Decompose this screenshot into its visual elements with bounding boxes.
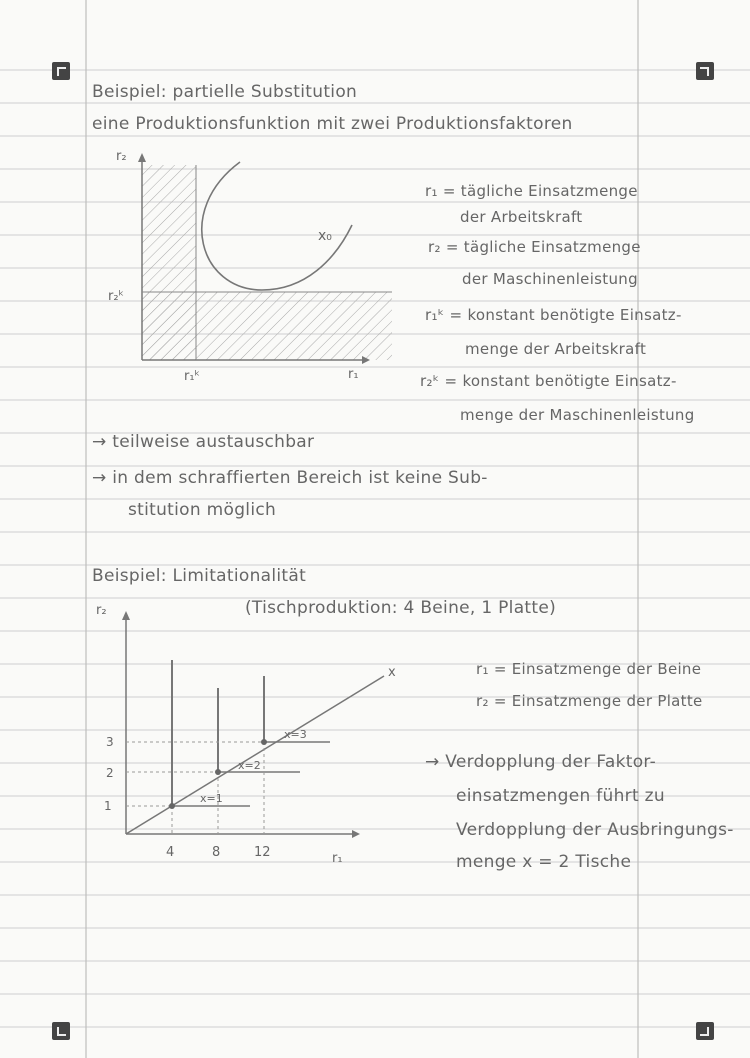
legend-line: der Arbeitskraft — [460, 208, 583, 226]
point-label: x=2 — [238, 759, 261, 772]
point — [215, 769, 221, 775]
legend-line: menge der Arbeitskraft — [465, 340, 647, 358]
expansion-ray — [126, 676, 384, 834]
point — [261, 739, 267, 745]
note-line: Verdopplung der Ausbringungs- — [456, 820, 734, 840]
section1-heading: Beispiel: partielle Substitution — [92, 82, 358, 102]
bullet-line: → in dem schraffierten Bereich ist keine Sub- — [92, 468, 488, 488]
legend-line: r₁ᵏ = konstant benötigte Einsatz- — [425, 306, 682, 324]
legend-line: r₂ᵏ = konstant benötigte Einsatz- — [420, 372, 677, 390]
ray-label: x — [388, 665, 396, 680]
legend-line: r₂ = tägliche Einsatzmenge — [428, 238, 641, 256]
curve-label: x₀ — [318, 228, 332, 244]
legend-line: der Maschinenleistung — [462, 270, 638, 288]
legend-line: r₂ = Einsatzmenge der Platte — [476, 692, 703, 710]
section2-heading: Beispiel: Limitationalität — [92, 566, 307, 586]
note-line: einsatzmengen führt zu — [456, 786, 665, 806]
y-axis-label: r₂ — [96, 603, 107, 618]
section1-subheading: eine Produktionsfunktion mit zwei Produktionsfaktoren — [92, 114, 573, 134]
x-tick-label: 4 — [166, 845, 175, 860]
legend-line: r₁ = Einsatzmenge der Beine — [476, 660, 702, 678]
point-label: x=3 — [284, 728, 307, 741]
legend-line: menge der Maschinenleistung — [460, 406, 695, 424]
y-axis-label: r₂ — [116, 149, 127, 164]
point — [169, 803, 175, 809]
x-tick-label: 8 — [212, 845, 221, 860]
note-line: menge x = 2 Tische — [456, 852, 632, 872]
corner-lines — [126, 660, 330, 834]
y-tick-label: 3 — [106, 735, 114, 749]
x-axis-label: r₁ — [332, 851, 343, 866]
x-tick-label: r₁ᵏ — [184, 369, 201, 384]
section2-subheading: (Tischproduktion: 4 Beine, 1 Platte) — [245, 598, 557, 618]
y-axis-arrow-icon — [122, 611, 130, 620]
x-axis-label: r₁ — [348, 367, 359, 382]
point-label: x=1 — [200, 792, 223, 805]
x-tick-label: 12 — [254, 845, 271, 860]
bullet-line: stitution möglich — [128, 500, 277, 520]
x-axis-arrow-icon — [352, 830, 360, 838]
y-tick-label: 2 — [106, 766, 114, 780]
y-tick-label: 1 — [104, 799, 112, 813]
bullet-line: → teilweise austauschbar — [92, 432, 315, 452]
legend-line: r₁ = tägliche Einsatzmenge — [425, 182, 638, 200]
note-line: → Verdopplung der Faktor- — [425, 752, 657, 772]
y-tick-label: r₂ᵏ — [108, 289, 125, 304]
